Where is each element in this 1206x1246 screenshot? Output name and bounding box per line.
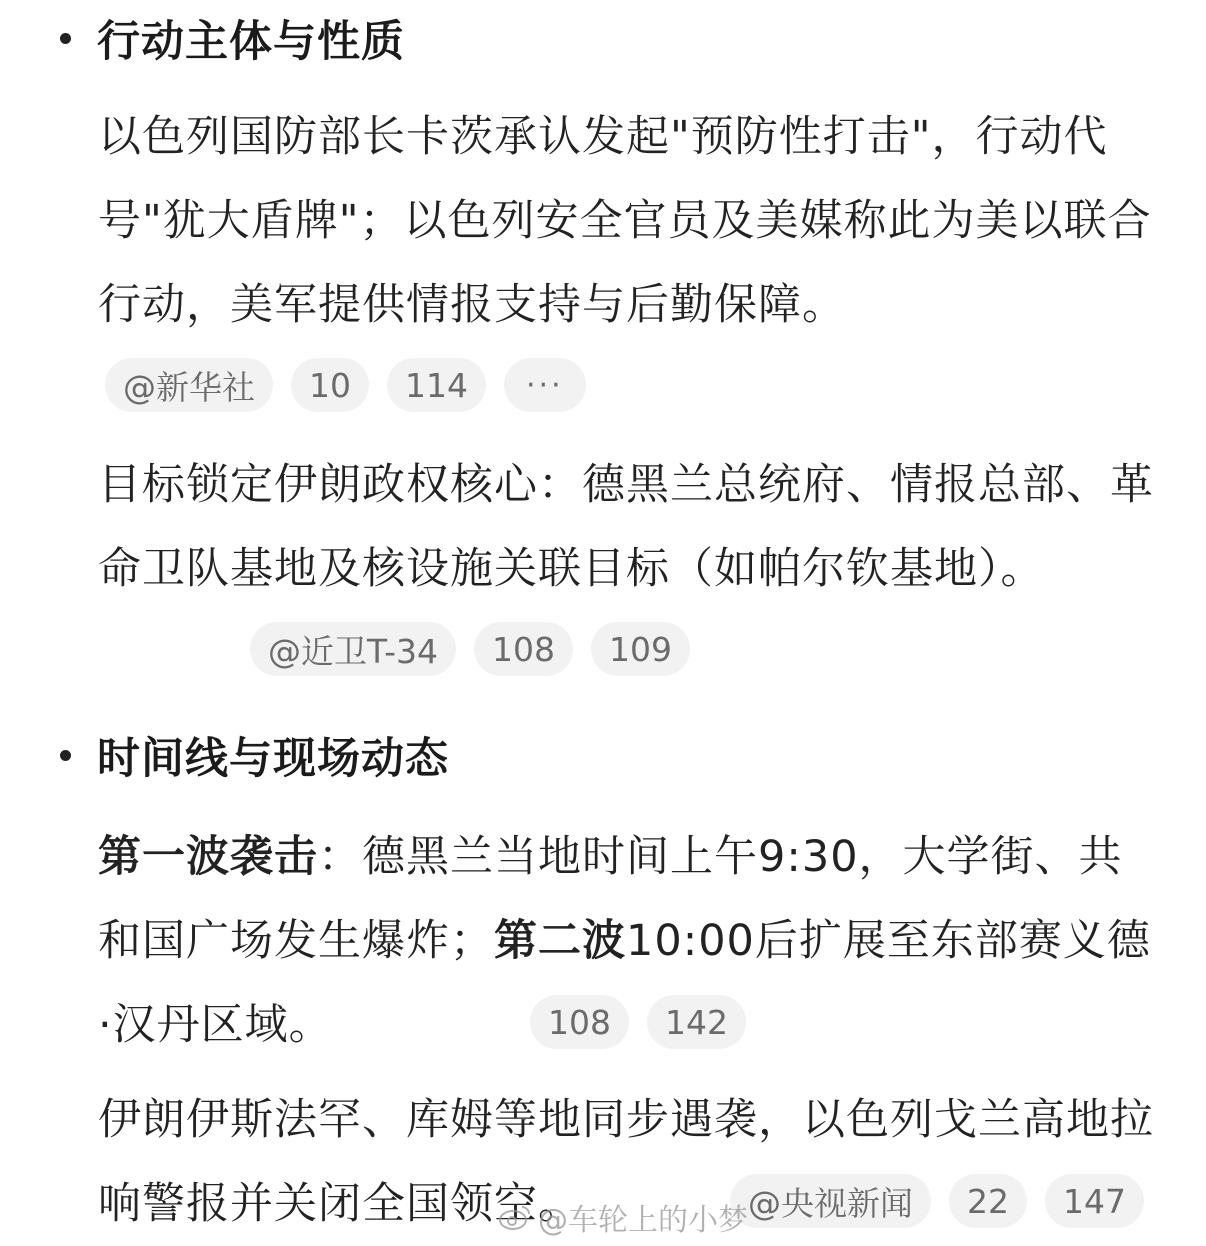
paragraph: 以色列国防部长卡茨承认发起"预防性打击"，行动代号"犹大盾牌"；以色列安全官员及美媒称此为美以联合行动，美军提供情报支持与后勤保障。 bbox=[98, 112, 1152, 330]
section-heading: 时间线与现场动态 bbox=[97, 734, 449, 784]
source-chip[interactable]: @央视新闻 bbox=[730, 1174, 931, 1228]
source-chip[interactable]: @新华社 bbox=[105, 358, 273, 412]
watermark bbox=[498, 1195, 748, 1239]
citation-chip[interactable]: 108 bbox=[474, 622, 573, 676]
citation-chip[interactable]: 108 bbox=[530, 995, 629, 1049]
paragraph-text: 10:00后扩展至东部赛义德·汉丹区域。 bbox=[98, 916, 1151, 1050]
weibo-logo-icon bbox=[498, 1203, 532, 1231]
bold-label: 第二波 bbox=[494, 916, 626, 966]
section-heading-row bbox=[60, 725, 449, 786]
citation-chip[interactable]: 114 bbox=[387, 358, 486, 412]
bullet-icon bbox=[60, 750, 71, 761]
citation-chip[interactable]: 109 bbox=[591, 622, 690, 676]
more-options-icon[interactable]: ··· bbox=[504, 358, 586, 412]
citation-chip[interactable]: 142 bbox=[647, 995, 746, 1049]
section-heading-row bbox=[60, 8, 405, 69]
bold-label: 第一波袭击 bbox=[98, 832, 318, 882]
source-chip[interactable]: @近卫T-34 bbox=[250, 622, 456, 676]
source-chip-row bbox=[530, 995, 764, 1049]
watermark-text: @车轮上的小梦 bbox=[538, 1203, 748, 1238]
citation-chip[interactable]: 147 bbox=[1045, 1174, 1144, 1228]
bullet-icon bbox=[60, 33, 71, 44]
source-chip-row bbox=[105, 358, 604, 412]
paragraph-text: 目标锁定伊朗政权核心：德黑兰总统府、情报总部、革命卫队基地及核设施关联目标（如帕尔钦基地）。 bbox=[98, 460, 1154, 594]
section-heading: 行动主体与性质 bbox=[97, 17, 405, 67]
citation-chip[interactable]: 10 bbox=[291, 358, 369, 412]
paragraph-text: ：德黑兰当地时间上午9:30，大学街、共和国广场发生爆炸； bbox=[98, 832, 1123, 966]
paragraph bbox=[98, 443, 1178, 611]
source-chip-row bbox=[730, 1174, 1162, 1228]
source-chip-row bbox=[250, 622, 708, 676]
paragraph-text: 伊朗伊斯法罕、库姆等地同步遇袭，以色列戈兰高地拉响警报并关闭全国领空。 bbox=[98, 1095, 1154, 1229]
citation-chip[interactable]: 22 bbox=[949, 1174, 1027, 1228]
